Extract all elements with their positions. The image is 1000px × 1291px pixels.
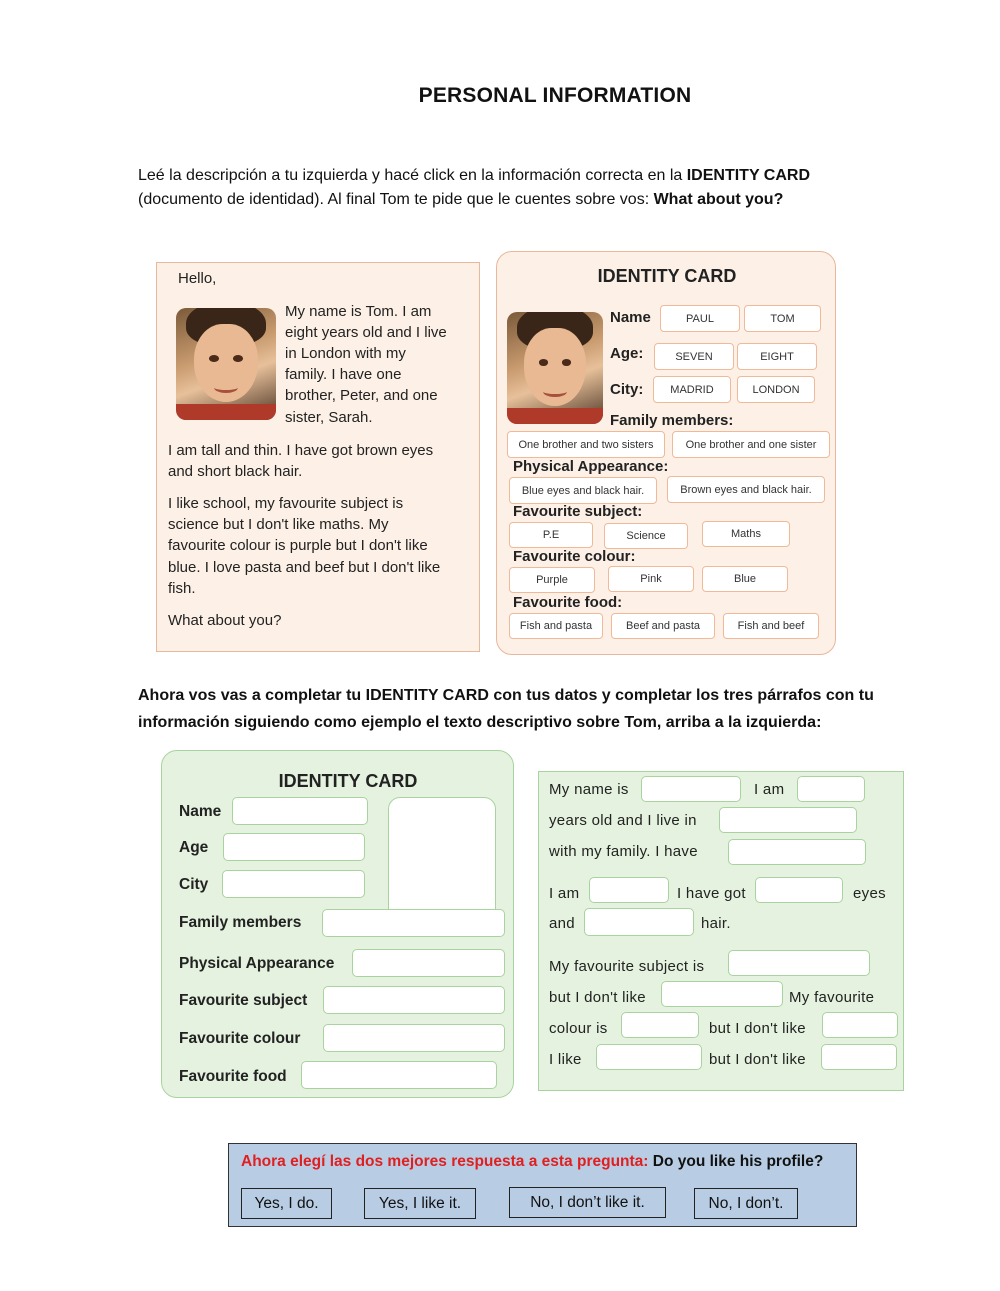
txt-i-have-got: I have got	[677, 885, 746, 902]
letter-closing: What about you?	[168, 612, 282, 629]
answer-no-i-dont[interactable]: No, I don’t.	[694, 1188, 798, 1219]
city-option-london[interactable]: LONDON	[737, 376, 815, 403]
letter-line: eight years old and I live	[285, 324, 447, 341]
gcard-age-input[interactable]	[223, 833, 365, 861]
txt-and: and	[549, 915, 575, 932]
blank-dislike-subject[interactable]	[661, 981, 783, 1007]
instructions	[138, 164, 898, 212]
intro-bold-2: What about you?	[653, 191, 784, 208]
gcard-appearance-label: Physical Appearance	[179, 955, 335, 972]
blank-subject[interactable]	[728, 950, 870, 976]
age-option-eight[interactable]: EIGHT	[737, 343, 817, 370]
age-option-seven[interactable]: SEVEN	[654, 343, 734, 370]
identity-card-quiz	[496, 251, 836, 655]
txt-i-like: I like	[549, 1051, 582, 1068]
family-option-1[interactable]: One brother and two sisters	[507, 431, 665, 458]
gcard-food-label: Favourite food	[179, 1068, 287, 1085]
txt-fav-subject: My favourite subject is	[549, 958, 705, 975]
appearance-option-2[interactable]: Brown eyes and black hair.	[667, 476, 825, 503]
letter-line: family. I have one	[285, 366, 402, 383]
gcard-family-label: Family members	[179, 914, 302, 931]
blank-name[interactable]	[641, 776, 741, 802]
gcard-appearance-input[interactable]	[352, 949, 505, 977]
gcard-name-label: Name	[179, 803, 222, 820]
colour-option-pink[interactable]: Pink	[608, 566, 694, 592]
txt-my-name-is: My name is	[549, 781, 629, 798]
letter-line: brother, Peter, and one	[285, 387, 438, 404]
appearance-option-1[interactable]: Blue eyes and black hair.	[509, 477, 657, 504]
blank-city[interactable]	[719, 807, 857, 833]
txt-but-dont-like: but I don't like	[549, 989, 646, 1006]
txt-years-old: years old and I live in	[549, 812, 697, 829]
subject-label: Favourite subject:	[513, 503, 643, 520]
blank-food[interactable]	[596, 1044, 702, 1070]
name-option-tom[interactable]: TOM	[744, 305, 821, 332]
profile-question-box	[228, 1143, 857, 1227]
city-option-madrid[interactable]: MADRID	[653, 376, 731, 403]
tom-photo-small	[507, 312, 603, 424]
tom-photo	[176, 308, 276, 420]
txt-i-am: I am	[754, 781, 785, 798]
answer-yes-i-like-it[interactable]: Yes, I like it.	[364, 1188, 476, 1219]
txt-eyes: eyes	[853, 885, 886, 902]
question-prompt-black: Do you like his profile?	[652, 1153, 824, 1170]
blank-family[interactable]	[728, 839, 866, 865]
txt-colour-is: colour is	[549, 1020, 608, 1037]
letter-line: favourite colour is purple but I don't like	[168, 537, 428, 554]
txt-but-dont-like-2: but I don't like	[709, 1020, 806, 1037]
city-label: City:	[610, 381, 644, 398]
answer-no-i-dont-like-it[interactable]: No, I don’t like it.	[509, 1187, 666, 1218]
letter-line: sister, Sarah.	[285, 409, 373, 426]
age-label: Age:	[610, 345, 644, 362]
name-label: Name	[610, 309, 651, 326]
my-identity-card	[161, 750, 514, 1098]
letter-line: I like school, my favourite subject is	[168, 495, 404, 512]
colour-option-blue[interactable]: Blue	[702, 566, 788, 592]
food-label: Favourite food:	[513, 594, 623, 611]
gcard-age-label: Age	[179, 839, 209, 856]
idcard-title: IDENTITY CARD	[597, 266, 737, 286]
blank-dislike-food[interactable]	[821, 1044, 897, 1070]
food-option-beef-pasta[interactable]: Beef and pasta	[611, 613, 715, 639]
gcard-colour-input[interactable]	[323, 1024, 505, 1052]
blank-dislike-colour[interactable]	[822, 1012, 898, 1038]
txt-but-dont-like-3: but I don't like	[709, 1051, 806, 1068]
letter-greeting: Hello,	[178, 270, 217, 287]
name-option-paul[interactable]: PAUL	[660, 305, 740, 332]
gcard-colour-label: Favourite colour	[179, 1030, 301, 1047]
blank-appearance[interactable]	[589, 877, 669, 903]
blank-eyes[interactable]	[755, 877, 843, 903]
blank-hair[interactable]	[584, 908, 694, 936]
question-prompt-red: Ahora elegí las dos mejores respuesta a esta pregunta:	[241, 1153, 653, 1170]
gcard-city-input[interactable]	[222, 870, 365, 898]
blank-age[interactable]	[797, 776, 865, 802]
page-title: PERSONAL INFORMATION	[418, 84, 692, 107]
food-option-fish-beef[interactable]: Fish and beef	[723, 613, 819, 639]
family-option-2[interactable]: One brother and one sister	[672, 431, 830, 458]
intro-text-2: (documento de identidad). Al final Tom te pide que le cuentes sobre vos:	[138, 191, 654, 208]
gcard-food-input[interactable]	[301, 1061, 497, 1089]
gcard-subject-input[interactable]	[323, 986, 505, 1014]
my-paragraphs-panel	[538, 771, 904, 1091]
letter-line: in London with my	[285, 345, 406, 362]
subject-option-maths[interactable]: Maths	[702, 521, 790, 547]
intro-text-1: Leé la descripción a tu izquierda y hacé click en la información correcta en la	[138, 167, 687, 184]
blank-colour[interactable]	[621, 1012, 699, 1038]
txt-with-family: with my family. I have	[549, 843, 698, 860]
appearance-label: Physical Appearance:	[513, 458, 669, 475]
txt-hair: hair.	[701, 915, 731, 932]
subject-option-science[interactable]: Science	[604, 523, 688, 549]
colour-label: Favourite colour:	[513, 548, 636, 565]
txt-my-favourite: My favourite	[789, 989, 875, 1006]
letter-line: I am tall and thin. I have got brown eyes	[168, 442, 434, 459]
family-label: Family members:	[610, 412, 734, 429]
gcard-family-input[interactable]	[322, 909, 505, 937]
letter-line: and short black hair.	[168, 463, 303, 480]
gcard-photo-box[interactable]	[388, 797, 496, 924]
question-prompt	[241, 1153, 823, 1171]
intro-bold-1: IDENTITY CARD	[686, 167, 810, 184]
letter-line: science but I don't like maths. My	[168, 516, 389, 533]
gcard-subject-label: Favourite subject	[179, 992, 308, 1009]
answer-yes-i-do[interactable]: Yes, I do.	[241, 1188, 332, 1219]
subject-option-pe[interactable]: P.E	[509, 522, 593, 548]
tom-letter-card	[156, 262, 480, 652]
task-2-instructions: Ahora vos vas a completar tu IDENTITY CARD con tus datos y completar los tres párrafos con tu información siguiendo como ejemplo el texto descriptivo sobre Tom, arriba a la izquierda:	[138, 687, 874, 731]
gcard-name-input[interactable]	[232, 797, 368, 825]
txt-i-am-2: I am	[549, 885, 580, 902]
letter-line: My name is Tom. I am	[285, 303, 432, 320]
gcard-title: IDENTITY CARD	[278, 771, 418, 791]
food-option-fish-pasta[interactable]: Fish and pasta	[509, 613, 603, 639]
letter-line: fish.	[168, 580, 196, 597]
letter-line: blue. I love pasta and beef but I don't like	[168, 559, 441, 576]
colour-option-purple[interactable]: Purple	[509, 567, 595, 593]
gcard-city-label: City	[179, 876, 209, 893]
